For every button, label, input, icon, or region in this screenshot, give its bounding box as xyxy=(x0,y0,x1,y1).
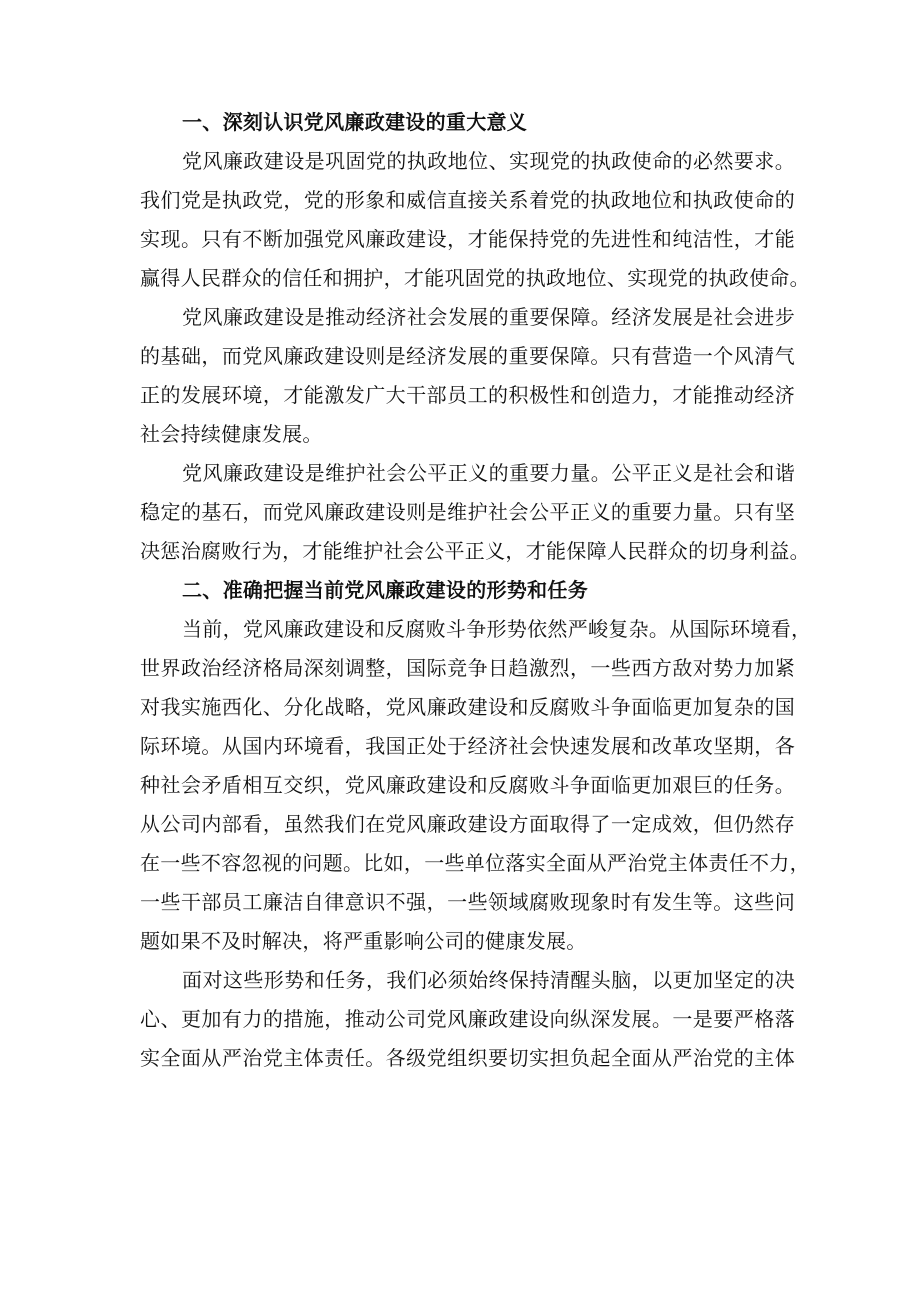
paragraph-line: 决惩治腐败行为，才能维护社会公平正义，才能保障人民群众的切身利益。 xyxy=(140,539,810,563)
paragraph-line: 题如果不及时解决，将严重影响公司的健康发展。 xyxy=(140,929,587,953)
paragraph-line: 我们党是执政党，党的形象和威信直接关系着党的执政地位和执政使命的 xyxy=(140,188,795,212)
paragraph-line: 从公司内部看，虽然我们在党风廉政建设方面取得了一定成效，但仍然存 xyxy=(140,812,795,836)
paragraph-line: 党风廉政建设是推动经济社会发展的重要保障。经济发展是社会进步 xyxy=(182,305,795,329)
paragraph-1 xyxy=(140,142,810,298)
paragraph-line: 世界政治经济格局深刻调整，国际竞争日趋激烈，一些西方敌对势力加紧 xyxy=(140,656,795,680)
paragraph-line: 社会持续健康发展。 xyxy=(140,422,323,446)
paragraph-line: 党风廉政建设是巩固党的执政地位、实现党的执政使命的必然要求。 xyxy=(182,149,795,173)
paragraph-line: 种社会矛盾相互交织，党风廉政建设和反腐败斗争面临更加艰巨的任务。 xyxy=(140,773,795,797)
paragraph-line: 对我实施西化、分化战略，党风廉政建设和反腐败斗争面临更加复杂的国 xyxy=(140,695,795,719)
paragraph-line: 党风廉政建设是维护社会公平正义的重要力量。公平正义是社会和谐 xyxy=(182,461,795,485)
paragraph-line: 心、更加有力的措施，推动公司党风廉政建设向纵深发展。一是要严格落 xyxy=(140,1007,795,1031)
section-heading-2: 二、准确把握当前党风廉政建设的形势和任务 xyxy=(182,578,588,602)
paragraph-line: 的基础，而党风廉政建设则是经济发展的重要保障。只有营造一个风清气 xyxy=(140,344,795,368)
paragraph-line: 稳定的基石，而党风廉政建设则是维护社会公平正义的重要力量。只有坚 xyxy=(140,500,795,524)
paragraph-line: 实全面从严治党主体责任。各级党组织要切实担负起全面从严治党的主体 xyxy=(140,1046,795,1070)
paragraph-line: 正的发展环境，才能激发广大干部员工的积极性和创造力，才能推动经济 xyxy=(140,383,795,407)
document-body xyxy=(140,103,812,1078)
paragraph-2 xyxy=(140,298,795,454)
paragraph-5 xyxy=(140,961,795,1078)
paragraph-line: 面对这些形势和任务，我们必须始终保持清醒头脑，以更加坚定的决 xyxy=(182,968,795,992)
paragraph-line: 赢得人民群众的信任和拥护，才能巩固党的执政地位、实现党的执政使命。 xyxy=(140,266,810,290)
paragraph-3 xyxy=(140,454,810,571)
paragraph-line: 一些干部员工廉洁自律意识不强，一些领域腐败现象时有发生等。这些问 xyxy=(140,890,795,914)
section-heading-1: 一、深刻认识党风廉政建设的重大意义 xyxy=(182,110,528,134)
paragraph-line: 当前，党风廉政建设和反腐败斗争形势依然严峻复杂。从国际环境看， xyxy=(182,617,812,641)
paragraph-line: 际环境。从国内环境看，我国正处于经济社会快速发展和改革攻坚期，各 xyxy=(140,734,795,758)
paragraph-line: 实现。只有不断加强党风廉政建设，才能保持党的先进性和纯洁性，才能 xyxy=(140,227,795,251)
paragraph-line: 在一些不容忽视的问题。比如，一些单位落实全面从严治党主体责任不力， xyxy=(140,851,810,875)
paragraph-4 xyxy=(140,610,812,961)
